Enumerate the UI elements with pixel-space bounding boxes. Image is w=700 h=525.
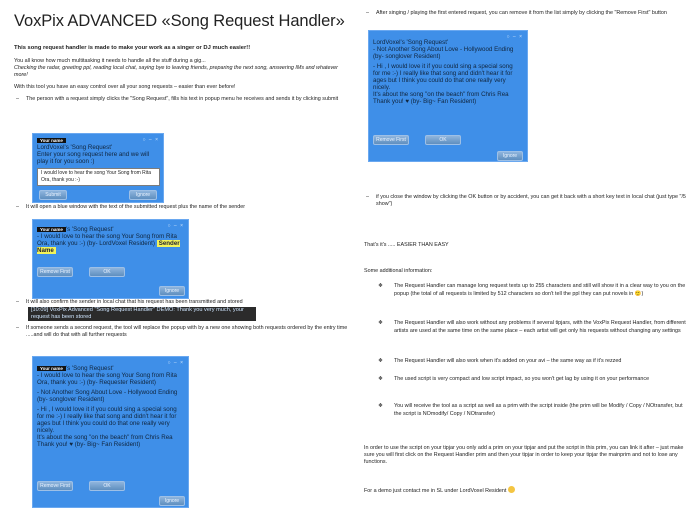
after-remove-popup (368, 30, 528, 162)
ignore-button[interactable]: Ignore (129, 190, 157, 200)
window-controls[interactable]: ○ – × (167, 223, 184, 229)
remove-first-button[interactable]: Remove First (37, 481, 73, 491)
diamond-bullet-icon: ❖ (378, 358, 383, 364)
sender-name-label: Sender Name (37, 240, 180, 254)
intro-text: This song request handler is made to make your work as a singer or DJ much easier!! (14, 45, 251, 51)
contact-text: For a demo just contact me in SL under LordVoxel Resident (364, 488, 507, 494)
remove-first-button[interactable]: Remove First (373, 135, 409, 145)
ok-button[interactable]: OK (425, 135, 461, 145)
closing-paragraph: In order to use the script on your tipjar you only add a prim on your tipjar and put the script in this prim, you can link it after – just make sure you will first click on the Request Handler prim and then your tipjar in order to keep your tipjar the mainprim and not to lose any functions. (364, 445, 684, 465)
feature-text: The Request Handler will also work when it's added on your avi – the same way as if it's rezzed (394, 358, 622, 364)
popup-line: ages but I think you could do that one really very (373, 77, 506, 84)
popup-line: - Hi , I would love it if you could sing a special song (37, 406, 177, 413)
popup-line: LordVoxel's 'Song Request' (373, 39, 449, 46)
feature-text: The Request Handler can manage long request texts up to 255 characters and still will show it in a clear way to you on the popup (the total of all requests is limited by 512 characters so don't tell the ppl they can put novels in 🙂) (394, 283, 686, 298)
popup-line: It's about the song "on the beach" from Chris Rea (37, 434, 173, 441)
name-chip: Your name (37, 227, 66, 232)
feature-text: The Request Handler will also work without any problems if several tipjars, with the VoxPix Request Handler, from different artists are used at the same time on the same place – each artist will get only his requests without changing any settings (394, 320, 686, 335)
popup-line: ages but I think you could do that one really very (37, 420, 170, 427)
ignore-button[interactable]: Ignore (159, 496, 185, 506)
page-title: VoxPix ADVANCED «Song Request Handler» (14, 12, 345, 30)
popup-line: - Not Another Song About Love - Hollywood Ending (373, 46, 514, 53)
popup-line: (by- songlover Resident) (37, 396, 105, 403)
window-controls[interactable]: ○ – × (167, 360, 184, 366)
feature-text: You will receive the tool as a script as well as a prim with the script inside (the prim will be Modify / Copy / NOtransfer, but the script is NOmodify/ Copy / NOtransfer) (394, 403, 683, 418)
local-chat-line (28, 307, 256, 321)
popup-line: Enter your song request here and we will (37, 151, 150, 158)
chat-text: [10:09] VoxPix Advanced "Song Request Handler" DEMO: Thank you very much, your request has been stored (31, 307, 244, 320)
popup-line: Ora, thank you :-) (by- Requester Resident) (37, 379, 156, 386)
popup-head: 's 'Song Request' (65, 365, 114, 372)
right-column (364, 10, 690, 17)
ignore-button[interactable]: Ignore (497, 151, 523, 161)
window-controls[interactable]: ○ – × (506, 34, 523, 40)
bullet-blue-window: – It will open a blue window with the text of the submitted request plus the name of the sender (14, 204, 352, 211)
bullet-remove-first: – After singing / playing the first entered request, you can remove it from the list simply by clicking the "Remove First" button (364, 10, 690, 17)
para-multitasking-italic: Checking the radar, greeting ppl, reading local chat, saying bye to leaving friends, preparing the next song, answering IMs and whatever more! (14, 65, 338, 78)
para-multitasking: You all know how much multitasking it needs to handle all the stuff during a gig... (14, 58, 206, 64)
bullet-second-request: – If someone sends a second request, the tool will replace the popup with by a new one showing both requests ordered by the entry time .....and will do that with all further requests (14, 325, 352, 339)
submit-button[interactable]: Submit (39, 190, 67, 200)
song-request-entry-popup (32, 133, 164, 203)
bullet-show-again: – if you close the window by clicking the OK button or by accident, you can get it back with a short key text in local chat (just type "/5 show") (364, 194, 690, 208)
popup-line: nicely. (37, 427, 55, 434)
popup-line: LordVoxel's 'Song Request' (37, 144, 113, 151)
popup-line: Ora, thank you :-) (by- LordVoxel Resident) (37, 240, 155, 247)
popup-line: play it for you soon :) (37, 158, 95, 165)
feature-item (364, 319, 690, 336)
feature-item (364, 282, 690, 299)
diamond-bullet-icon: ❖ (378, 320, 383, 326)
feature-text: The used script is very compact and low script impact, so you won't get lag by using it on your performance (394, 376, 650, 382)
name-chip: Your name (37, 366, 66, 371)
feature-item (364, 375, 690, 383)
diamond-bullet-icon: ❖ (378, 403, 383, 409)
popup-line: for me :-) I really like that song and didn't hear it for (373, 70, 513, 77)
thats-it: That's it's ..... EASIER THAN EASY (364, 242, 449, 248)
bullet-confirm: – It will also confirm the sender in local chat that his request has been transmitted and stored (14, 299, 352, 306)
window-controls[interactable]: ○ – × (142, 137, 159, 143)
popup-line: for me :-) I really like that song and didn't hear it for (37, 413, 177, 420)
popup-line: (by- songlover Resident) (373, 53, 441, 60)
additional-info-heading: Some additional information: (364, 268, 433, 274)
ignore-button[interactable]: Ignore (159, 286, 185, 296)
request-text-field[interactable]: I would love to hear the song Your Song from Rita Ora, thank you :-) (37, 168, 160, 186)
smiley-icon (508, 486, 515, 493)
popup-line: - Not Another Song About Love - Hollywood Ending (37, 389, 178, 396)
single-request-popup (32, 219, 189, 299)
popup-line: - Hi , I would love it if you could sing a special song (373, 63, 513, 70)
feature-item (364, 357, 690, 365)
popup-line: - I would love to hear the song Your Song from Rita (37, 233, 177, 240)
ok-button[interactable]: OK (89, 481, 125, 491)
multi-request-popup (32, 356, 189, 508)
popup-line: It's about the song "on the beach" from Chris Rea (373, 91, 509, 98)
feature-item (364, 402, 690, 419)
remove-first-button[interactable]: Remove First (37, 267, 73, 277)
name-chip: Your name (37, 138, 66, 143)
diamond-bullet-icon: ❖ (378, 283, 383, 289)
popup-line: Thank you! ♥ (by- Big~ Fan Resident) (373, 98, 477, 105)
para-control: With this tool you have an easy control over all your song requests – easier than ever before! (14, 84, 236, 90)
popup-line: - I would love to hear the song Your Song from Rita (37, 372, 177, 379)
bullet-submit: – The person with a request simply clicks the "Song Request", fills his text in popup menu he receives and sends it by clicking submit (14, 96, 352, 103)
ok-button[interactable]: OK (89, 267, 125, 277)
popup-line: Thank you! ♥ (by- Big~ Fan Resident) (37, 441, 141, 448)
diamond-bullet-icon: ❖ (378, 376, 383, 382)
popup-head: 's 'Song Request' (65, 226, 114, 233)
popup-line: nicely. (373, 84, 391, 91)
left-column (14, 0, 352, 103)
